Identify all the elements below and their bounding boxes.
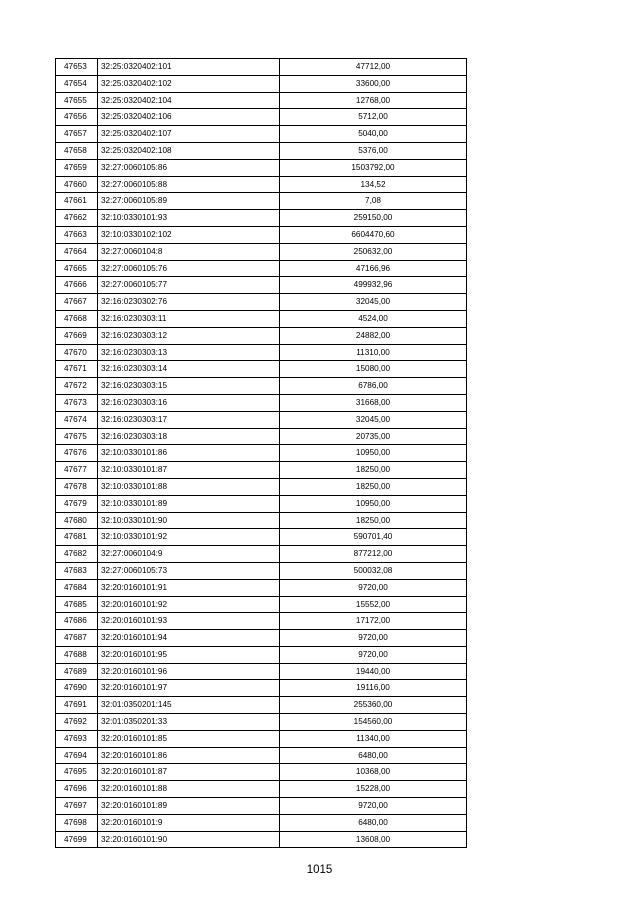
table-row [56, 579, 467, 596]
row-number-cell: 47666 [56, 277, 98, 294]
cadastral-number-cell: 32:25:0320402:108 [98, 142, 280, 159]
cadastral-number-cell: 32:16:0230303:16 [98, 394, 280, 411]
table-row [56, 126, 467, 143]
row-number-cell: 47670 [56, 344, 98, 361]
value-cell: 7,08 [280, 193, 467, 210]
row-number-cell: 47692 [56, 714, 98, 731]
table-row [56, 798, 467, 815]
cadastral-number-cell: 32:01:0350201:33 [98, 714, 280, 731]
value-cell: 24882,00 [280, 327, 467, 344]
cadastral-number-cell: 32:20:0160101:94 [98, 630, 280, 647]
table-row [56, 344, 467, 361]
value-cell: 5376,00 [280, 142, 467, 159]
row-number-cell: 47678 [56, 478, 98, 495]
cadastral-number-cell: 32:20:0160101:97 [98, 680, 280, 697]
cadastral-number-cell: 32:27:0060105:88 [98, 176, 280, 193]
row-number-cell: 47662 [56, 210, 98, 227]
row-number-cell: 47673 [56, 394, 98, 411]
value-cell: 31668,00 [280, 394, 467, 411]
cadastral-number-cell: 32:25:0320402:104 [98, 92, 280, 109]
cadastral-number-cell: 32:10:0330101:88 [98, 478, 280, 495]
row-number-cell: 47697 [56, 798, 98, 815]
row-number-cell: 47686 [56, 613, 98, 630]
value-cell: 12768,00 [280, 92, 467, 109]
value-cell: 10950,00 [280, 495, 467, 512]
row-number-cell: 47676 [56, 445, 98, 462]
cadastral-number-cell: 32:25:0320402:106 [98, 109, 280, 126]
row-number-cell: 47682 [56, 546, 98, 563]
table-row [56, 310, 467, 327]
table-row [56, 814, 467, 831]
value-cell: 6480,00 [280, 814, 467, 831]
table-row [56, 378, 467, 395]
cadastral-number-cell: 32:20:0160101:87 [98, 764, 280, 781]
value-cell: 18250,00 [280, 462, 467, 479]
value-cell: 250632,00 [280, 243, 467, 260]
row-number-cell: 47669 [56, 327, 98, 344]
value-cell: 47166,96 [280, 260, 467, 277]
cadastral-number-cell: 32:16:0230303:12 [98, 327, 280, 344]
value-cell: 32045,00 [280, 411, 467, 428]
row-number-cell: 47695 [56, 764, 98, 781]
value-cell: 17172,00 [280, 613, 467, 630]
table-row [56, 478, 467, 495]
row-number-cell: 47671 [56, 361, 98, 378]
table-row [56, 529, 467, 546]
table-row [56, 361, 467, 378]
cadastral-number-cell: 32:20:0160101:85 [98, 730, 280, 747]
row-number-cell: 47659 [56, 159, 98, 176]
row-number-cell: 47698 [56, 814, 98, 831]
row-number-cell: 47672 [56, 378, 98, 395]
row-number-cell: 47663 [56, 226, 98, 243]
cadastral-number-cell: 32:27:0060105:89 [98, 193, 280, 210]
value-cell: 9720,00 [280, 579, 467, 596]
cadastral-number-cell: 32:20:0160101:86 [98, 747, 280, 764]
cadastral-number-cell: 32:20:0160101:91 [98, 579, 280, 596]
value-cell: 10368,00 [280, 764, 467, 781]
value-cell: 13608,00 [280, 831, 467, 848]
table-row [56, 730, 467, 747]
table-row [56, 176, 467, 193]
table-row [56, 243, 467, 260]
cadastral-number-cell: 32:16:0230302:76 [98, 294, 280, 311]
row-number-cell: 47661 [56, 193, 98, 210]
cadastral-number-cell: 32:20:0160101:89 [98, 798, 280, 815]
value-cell: 9720,00 [280, 630, 467, 647]
value-cell: 18250,00 [280, 478, 467, 495]
row-number-cell: 47688 [56, 646, 98, 663]
table-row [56, 75, 467, 92]
cadastral-number-cell: 32:27:0060104:9 [98, 546, 280, 563]
row-number-cell: 47690 [56, 680, 98, 697]
cadastral-number-cell: 32:20:0160101:88 [98, 781, 280, 798]
cadastral-number-cell: 32:10:0330101:89 [98, 495, 280, 512]
row-number-cell: 47694 [56, 747, 98, 764]
table-row [56, 59, 467, 76]
value-cell: 500032,08 [280, 562, 467, 579]
cadastral-number-cell: 32:16:0230303:17 [98, 411, 280, 428]
cadastral-number-cell: 32:20:0160101:93 [98, 613, 280, 630]
row-number-cell: 47684 [56, 579, 98, 596]
value-cell: 499932,96 [280, 277, 467, 294]
value-cell: 19440,00 [280, 663, 467, 680]
value-cell: 134,52 [280, 176, 467, 193]
table-row [56, 260, 467, 277]
cadastral-number-cell: 32:10:0330101:93 [98, 210, 280, 227]
row-number-cell: 47665 [56, 260, 98, 277]
table-row [56, 445, 467, 462]
table-row [56, 714, 467, 731]
cadastral-number-cell: 32:27:0060105:76 [98, 260, 280, 277]
cadastral-number-cell: 32:20:0160101:92 [98, 596, 280, 613]
table-row [56, 562, 467, 579]
value-cell: 9720,00 [280, 646, 467, 663]
value-cell: 5040,00 [280, 126, 467, 143]
value-cell: 47712,00 [280, 59, 467, 76]
row-number-cell: 47687 [56, 630, 98, 647]
row-number-cell: 47660 [56, 176, 98, 193]
value-cell: 11310,00 [280, 344, 467, 361]
cadastral-number-cell: 32:16:0230303:15 [98, 378, 280, 395]
table-row [56, 109, 467, 126]
cadastral-number-cell: 32:20:0160101:96 [98, 663, 280, 680]
value-cell: 4524,00 [280, 310, 467, 327]
cadastral-number-cell: 32:27:0060105:86 [98, 159, 280, 176]
cadastral-value-table [55, 58, 467, 848]
row-number-cell: 47657 [56, 126, 98, 143]
row-number-cell: 47681 [56, 529, 98, 546]
value-cell: 11340,00 [280, 730, 467, 747]
row-number-cell: 47664 [56, 243, 98, 260]
table-row [56, 596, 467, 613]
table-row [56, 646, 467, 663]
cadastral-number-cell: 32:27:0060105:77 [98, 277, 280, 294]
value-cell: 9720,00 [280, 798, 467, 815]
value-cell: 15552,00 [280, 596, 467, 613]
table-row [56, 613, 467, 630]
value-cell: 877212,00 [280, 546, 467, 563]
table-row [56, 327, 467, 344]
value-cell: 1503792,00 [280, 159, 467, 176]
value-cell: 259150,00 [280, 210, 467, 227]
cadastral-number-cell: 32:10:0330101:92 [98, 529, 280, 546]
row-number-cell: 47696 [56, 781, 98, 798]
value-cell: 20735,00 [280, 428, 467, 445]
table-row [56, 210, 467, 227]
cadastral-number-cell: 32:27:0060105:73 [98, 562, 280, 579]
value-cell: 6786,00 [280, 378, 467, 395]
row-number-cell: 47699 [56, 831, 98, 848]
row-number-cell: 47691 [56, 697, 98, 714]
cadastral-number-cell: 32:01:0350201:145 [98, 697, 280, 714]
table-row [56, 781, 467, 798]
table-row [56, 747, 467, 764]
table-row [56, 630, 467, 647]
table-row [56, 142, 467, 159]
row-number-cell: 47656 [56, 109, 98, 126]
table-row [56, 226, 467, 243]
cadastral-number-cell: 32:10:0330101:87 [98, 462, 280, 479]
table-row [56, 663, 467, 680]
cadastral-number-cell: 32:25:0320402:102 [98, 75, 280, 92]
value-cell: 18250,00 [280, 512, 467, 529]
cadastral-number-cell: 32:16:0230303:13 [98, 344, 280, 361]
table-row [56, 546, 467, 563]
row-number-cell: 47655 [56, 92, 98, 109]
row-number-cell: 47675 [56, 428, 98, 445]
row-number-cell: 47653 [56, 59, 98, 76]
table-row [56, 294, 467, 311]
cadastral-number-cell: 32:27:0060104:8 [98, 243, 280, 260]
row-number-cell: 47674 [56, 411, 98, 428]
cadastral-number-cell: 32:25:0320402:107 [98, 126, 280, 143]
cadastral-number-cell: 32:20:0160101:95 [98, 646, 280, 663]
row-number-cell: 47685 [56, 596, 98, 613]
value-cell: 15080,00 [280, 361, 467, 378]
row-number-cell: 47693 [56, 730, 98, 747]
table-row [56, 193, 467, 210]
table-row [56, 159, 467, 176]
value-cell: 5712,00 [280, 109, 467, 126]
cadastral-number-cell: 32:10:0330101:90 [98, 512, 280, 529]
row-number-cell: 47654 [56, 75, 98, 92]
value-cell: 15228,00 [280, 781, 467, 798]
cadastral-number-cell: 32:20:0160101:9 [98, 814, 280, 831]
value-cell: 10950,00 [280, 445, 467, 462]
cadastral-number-cell: 32:16:0230303:18 [98, 428, 280, 445]
cadastral-number-cell: 32:16:0230303:11 [98, 310, 280, 327]
value-cell: 590701,40 [280, 529, 467, 546]
value-cell: 154560,00 [280, 714, 467, 731]
cadastral-number-cell: 32:10:0330101:86 [98, 445, 280, 462]
table-row [56, 697, 467, 714]
table-row [56, 411, 467, 428]
table-row [56, 512, 467, 529]
table-row [56, 462, 467, 479]
value-cell: 32045,00 [280, 294, 467, 311]
table-row [56, 92, 467, 109]
table-body [56, 59, 467, 848]
value-cell: 19116,00 [280, 680, 467, 697]
row-number-cell: 47668 [56, 310, 98, 327]
cadastral-number-cell: 32:16:0230303:14 [98, 361, 280, 378]
row-number-cell: 47679 [56, 495, 98, 512]
table-row [56, 394, 467, 411]
value-cell: 6480,00 [280, 747, 467, 764]
row-number-cell: 47677 [56, 462, 98, 479]
row-number-cell: 47680 [56, 512, 98, 529]
table-row [56, 495, 467, 512]
row-number-cell: 47683 [56, 562, 98, 579]
cadastral-number-cell: 32:10:0330102:102 [98, 226, 280, 243]
table-row [56, 680, 467, 697]
row-number-cell: 47689 [56, 663, 98, 680]
table-row [56, 277, 467, 294]
table-row [56, 428, 467, 445]
row-number-cell: 47658 [56, 142, 98, 159]
cadastral-number-cell: 32:20:0160101:90 [98, 831, 280, 848]
row-number-cell: 47667 [56, 294, 98, 311]
cadastral-number-cell: 32:25:0320402:101 [98, 59, 280, 76]
value-cell: 255360,00 [280, 697, 467, 714]
value-cell: 6604470,60 [280, 226, 467, 243]
value-cell: 33600,00 [280, 75, 467, 92]
table-row [56, 764, 467, 781]
table-row [56, 831, 467, 848]
page-number: 1015 [306, 864, 333, 876]
